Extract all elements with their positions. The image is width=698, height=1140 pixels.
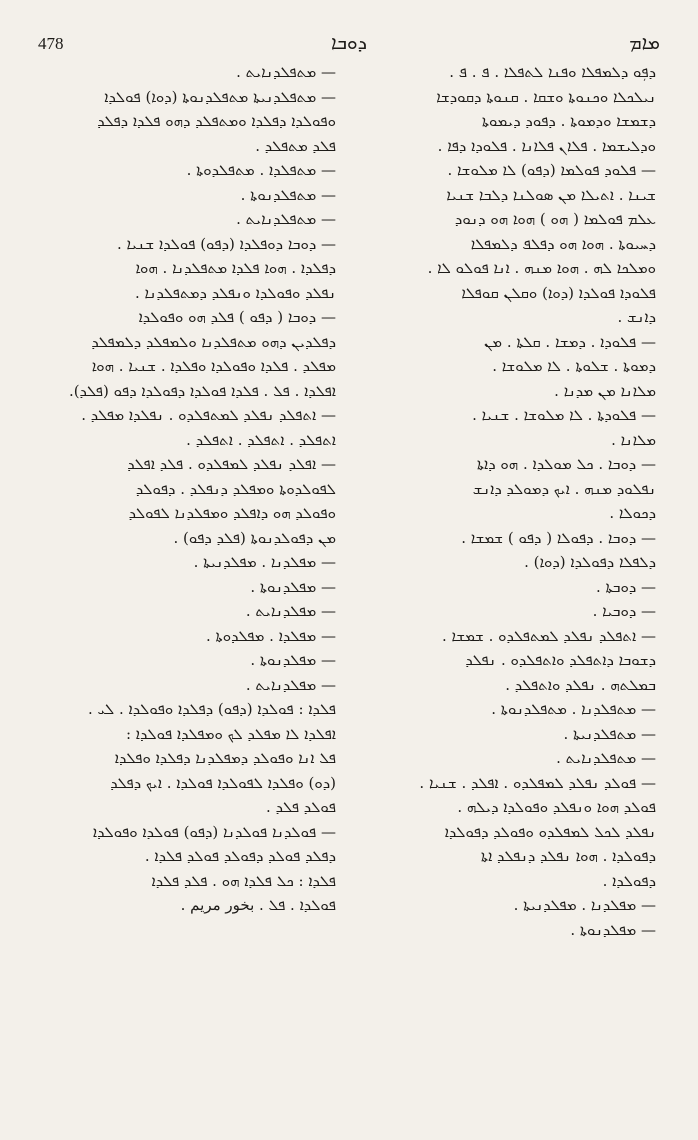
text-line: ܕܫܘܒܐ ܕܐܬܦܠܕ ܘܐܬܦܠܕܘ . ܢܦܠܕ — [465, 651, 656, 669]
text-line: — ܡܬܦܠܕܐ . ܡܬܦܠܕܘܬܐ . — [186, 161, 336, 179]
text-line: ܕܫܡܫܐ ܘܕܡܘܬܐ . ܕܦܘܕ ܕܝܡܘܬܐ — [481, 112, 656, 130]
text-line: — ܦܠܘܕܬܐ . ܠܐ ܡܠܘܫܐ . ܫܢܝܐ . — [472, 406, 656, 424]
text-line: ܦܠܕܐ : ܦܘܠܕܐ (ܕܦܘ) ܕܦܠܕܐ ܘܦܘܠܕܐ . ܠܝ . — [87, 700, 336, 718]
text-line: ܦܘܠܕܐ . ܦܠ . بخور مريم . — [180, 896, 336, 914]
text-line: ܦܠ ܐܢܐ ܘܦܘܠܕ ܕܡܦܠܕܢܐ ܕܦܠܕܐ ܘܦܠܕܐ — [114, 749, 336, 767]
page-header — [38, 28, 660, 58]
text-line: — ܡܬܦܠܕܢܐܝܬ . — [556, 749, 656, 767]
text-line: — ܡܦܠܕܢܐܝܬ . — [245, 602, 336, 620]
text-line: ܫܝܢܐ . ܐܬܝܠܐ ܡܢ ܣܘܠܢܐ ܕܠܒܐ ܫܢܝܐ — [446, 185, 656, 204]
text-columns — [38, 60, 656, 1120]
text-line: — ܡܬܦܠܕܢܐܝܬ . — [236, 210, 336, 228]
text-line: — ܡܦܠܕܢܘܬܐ . — [570, 920, 656, 939]
text-line: — ܕܘܒܐ . ܟܠ ܡܘܠܕܐ . ܗܘ ܕܐܬܐ — [476, 455, 656, 473]
text-line: ܕܚܝܘܬܐ . ܗܘܐ ܗܘ ܕܦܠܦ ܕܠܡܦܠܐ — [470, 234, 656, 253]
text-line: ܐܦܠܕܐ . ܦܠ . ܦܠܕܐ ܦܘܠܕܐ ܕܦܘܠܕܐ ܕܦܘ (ܦܠܕ). — [68, 381, 336, 400]
text-line: ܢܝܠܟܠܐ ܘܟܢܘܬܐ ܘܫܩܐ . ܩܢܘܬܐ ܕܩܘܕܫܐ — [436, 87, 656, 106]
text-line: ܕܦܼܘ ܕܠܡܦܠܐ ܘܦܢܐ ܠܬܦܠܐ . ܦ . ܦ . — [449, 63, 656, 81]
text-line: — ܡܦܠܕܢܘܬܐ . — [250, 577, 336, 596]
text-line: ܘܦܘܠܕܐ ܕܦܠܕܐ ܘܡܬܦܠܕ ܕܗܘ ܦܠܕܐ ܕܦܠܕ — [97, 112, 336, 130]
text-line: ܘܕܠܝܫܡܐ . ܦܠܐܢ ܦܠܐܢܐ . ܦܠܘܕܐ ܕܦܐ . — [437, 136, 656, 155]
text-line: — ܡܦܠܕܢܐ . ܡܦܠܕܢܝܬܐ . — [513, 896, 656, 914]
text-line: ܦܠܘܕܐ ܦܘܠܕܐ (ܕܘܐ) ܘܩܠܢ ܩܘܦܠܐ — [461, 283, 656, 302]
text-line: ܕܦܘܠܕܐ . ܗܘܐ ܢܦܠܕ ܕܢܦܠܕ ܐܬܐ — [480, 847, 656, 865]
text-line: — ܦܠܘܕ ܦܘܠܡܐ (ܕܦܘ) ܠܐ ܡܠܘܫܐ . — [447, 161, 656, 179]
text-line: — ܕܘܒܝܐ . — [592, 602, 656, 620]
text-line: — ܐܬܦܠܕ ܢܦܠܕ ܠܡܬܦܠܕܘ . ܢܦܠܕܐ ܡܦܠܕ . — [81, 406, 336, 424]
text-line: ܦܠܕܐ : ܟܠ ܦܠܕܐ ܗܘ . ܦܠܕ ܦܠܕܐ — [151, 871, 336, 890]
text-line: ܡܠܐܢܐ . — [611, 430, 656, 449]
text-line: ܕܠܦܠܐ ܕܦܘܠܕܐ (ܕܘܐ) . — [524, 553, 656, 571]
page-number: 478 — [38, 34, 64, 53]
text-line: — ܡܬܦܠܕܢܝܬܐ . — [563, 724, 656, 743]
text-line: ܦܘܠܕ ܦܠܕ . — [266, 798, 336, 816]
text-line: ܕܐܢܫ . — [617, 308, 656, 326]
text-line: ܡܦܠܕ . ܦܠܕܐ ܘܦܘܠܕܐ ܘܦܠܕܐ . ܫܢܝܐ . ܗܘܐ — [91, 357, 336, 375]
text-line: — ܕܘܒܐ . ܕܦܘܠܐ ( ܕܦܘ ) ܫܡܫܐ . — [461, 528, 656, 547]
text-line: — ܡܦܠܕܐ . ܡܦܠܕܘܬܐ . — [206, 626, 336, 645]
text-line: ܐܬܦܠܕ . ܐܬܦܠܕ . ܐܬܦܠܕ . — [186, 430, 336, 449]
right-column — [358, 60, 656, 1120]
text-line: ܢܦܠܕ ܘܦܘܠܕܐ ܘܢܦܠܕ ܕܡܬܦܠܕܢܐ . — [134, 283, 336, 302]
text-line: ܠܦܘܠܕܘܬܐ ܘܡܦܠܕ ܕܢܦܠܕ . ܕܦܘܠܕ — [135, 479, 336, 498]
text-line: — ܕܘܒܐ ( ܕܦܘ ) ܦܠܕ ܗܘ ܘܦܘܠܕܐ — [138, 308, 336, 326]
text-line: ܕܦܠܕܝܢ ܕܗܘ ܡܬܦܠܕܢܐ ܘܠܡܦܠܕ ܕܠܡܦܠܕ — [91, 332, 336, 351]
text-line: — ܡܬܦܠܕܢܐܝܬ . — [236, 63, 336, 81]
text-line: ܡܢ ܕܦܘܠܕܢܘܬܐ (ܦܠܕ ܕܦܘ) . — [173, 528, 336, 547]
text-line: — ܡܦܠܕܢܘܬܐ . — [250, 651, 336, 669]
text-line: ܦܘܠܕ ܗܘܐ ܘܢܦܠܕ ܘܦܘܠܕܐ ܕܝܠܗ . — [457, 798, 656, 816]
text-line: ܥܠܡ ܦܘܠܡܐ ( ܗܘ ) ܗܘܐ ܗܘ ܕܢܘܕ — [454, 210, 656, 228]
text-line: — ܕܘܒܐ ܕܘܦܠܕܐ (ܕܦܘ) ܦܘܠܕܐ ܫܢܝܐ . — [116, 234, 336, 253]
text-line: ܘܡܠܟܐ ܠܗ . ܗܘܐ ܡܢܗ . ܐܢܐ ܦܘܠܘ ܠܐ . — [427, 259, 656, 277]
text-line: ܕܟܘܠܐ . — [609, 504, 656, 522]
text-line: ܕܦܠܕܐ . ܗܘܐ ܦܠܕܐ ܡܬܦܠܕܢܐ . ܗܘܐ — [135, 259, 336, 277]
text-line: ܕܦܘܠܕܐ . — [602, 871, 656, 890]
text-line: — ܐܬܦܠܕ ܢܦܠܕ ܠܡܬܦܠܕܘ . ܫܡܫܐ . — [441, 626, 656, 645]
left-column — [38, 60, 336, 1120]
text-line: (ܕܘ) ܘܦܠܕܐ ܠܦܘܠܕܐ ܦܘܠܕܐ . ܐܝܟ ܕܦܠܕ — [110, 773, 336, 792]
text-line: — ܡܦܠܕܢܐ . ܡܦܠܕܢܝܬܐ . — [193, 553, 336, 571]
text-line: ܒܡܠܬܗ . ܢܦܠܕ ܘܐܬܦܠܕ . — [505, 675, 656, 694]
text-line: — ܡܬܦܠܕܢܘܬܐ . — [240, 185, 336, 204]
text-line: — ܦܠܘܕܐ . ܕܡܫܐ . ܩܠܬܐ . ܡܢ — [484, 332, 656, 351]
text-line: — ܡܬܦܠܕܢܐ . ܡܬܦܠܕܢܘܬܐ . — [491, 700, 656, 718]
text-line: — ܡܦܠܕܢܐܝܬ . — [245, 675, 336, 694]
text-line: — ܡܬܦܠܕܢܝܬܐ ܡܬܦܠܕܢܘܬܐ (ܕܘܐ) ܦܘܠܕܐ — [104, 87, 336, 106]
running-head: ܕܘܒܐ — [331, 32, 367, 54]
text-line: — ܦܘܠܕ ܢܦܠܕ ܠܡܦܠܕܘ . ܐܦܠܕ . ܫܢܝܐ . — [419, 773, 656, 792]
text-line: ܦܠܕ ܡܬܦܠܕ . — [255, 136, 336, 155]
text-line: ܢܦܠܘܕ ܡܢܗ . ܐܝܟ ܕܡܘܠܕ ܕܐܢܫ — [472, 479, 656, 498]
text-line: — ܦܘܠܕܢܐ ܦܘܠܕܢܐ (ܕܦܘ) ܦܘܠܕܐ ܘܦܘܠܕܐ — [92, 822, 336, 841]
text-line: — ܐܦܠܕ ܢܦܠܕ ܠܡܦܠܕܘ . ܦܠܕ ܐܦܠܕ — [127, 455, 336, 473]
headword-mark: ܡܐܡ — [629, 32, 660, 54]
text-line: ܢܦܠܕ ܠܟܠ ܠܡܦܠܕܘ ܘܦܘܠܕ ܕܦܘܠܕܐ — [444, 822, 656, 841]
text-line: ܐܦܠܕܐ ܠܐ ܡܦܠܕ ܠܟ ܘܡܦܠܕܐ ܦܘܠܕܐ : — [125, 724, 336, 743]
text-line: — ܕܘܒܬܐ . — [595, 577, 656, 596]
text-line: ܘܦܘܠܕ ܗܘ ܕܐܦܠܕ ܘܡܦܠܕܢܐ ܠܦܘܠܕ — [128, 504, 336, 522]
text-line: ܕܦܠܕ ܦܘܠܕ ܕܦܘܠܕ ܦܘܠܕ ܦܠܕܐ . — [144, 847, 336, 865]
text-line: ܡܠܐܢܐ ܡܢ ܡܕܢܐ . — [554, 381, 656, 400]
text-line: ܕܡܘܬܐ . ܫܠܘܬܐ . ܠܐ ܡܠܘܫܐ . — [492, 357, 656, 375]
